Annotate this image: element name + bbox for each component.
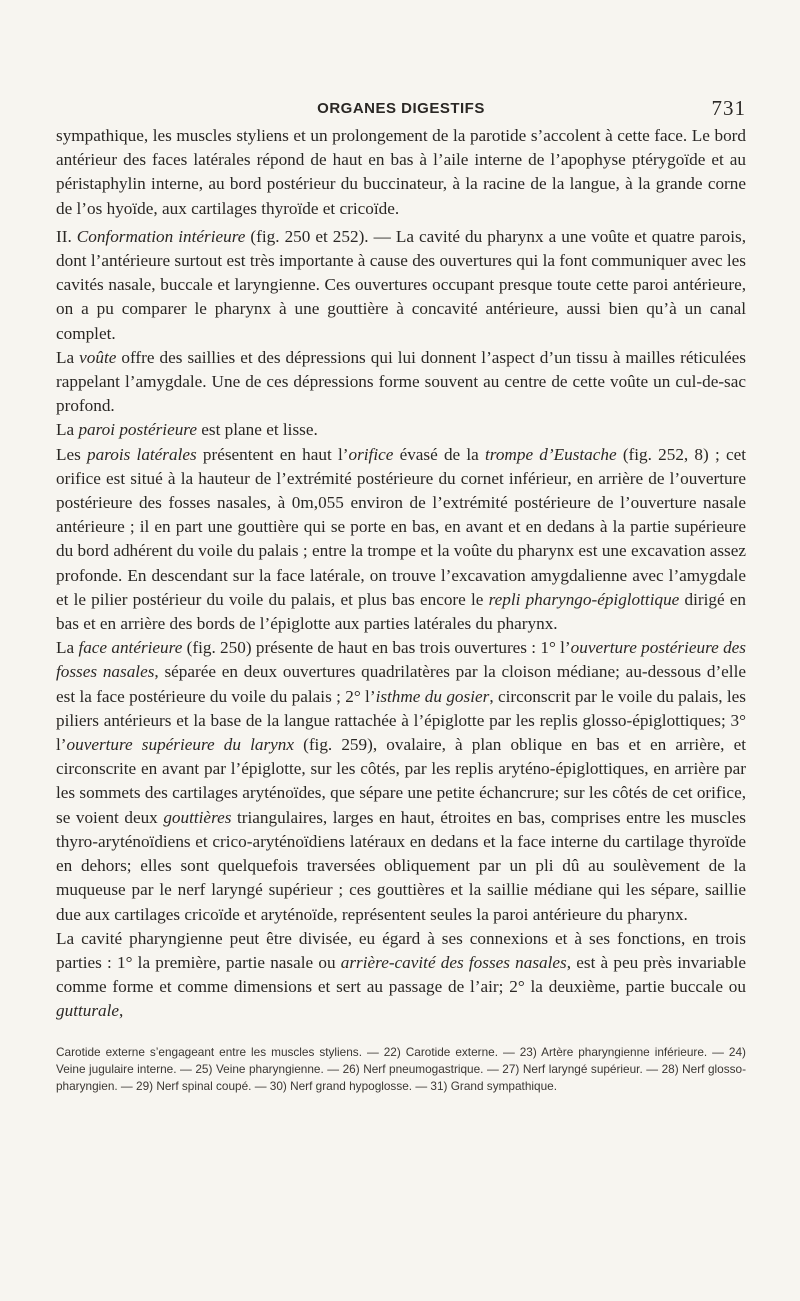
paragraph: [56, 443, 746, 637]
text-run: La: [56, 420, 79, 440]
text-run: II.: [56, 226, 77, 246]
text-run: est plane et lisse.: [197, 420, 318, 440]
paragraph: [56, 346, 746, 419]
italic-term: parois latérales: [87, 444, 197, 464]
text-run: La: [56, 347, 80, 367]
text-run: (fig. 252, 8) ; cet orifice est situé à la hauteur de l’extrémité postérieure du cornet inférieur, en arrière de l’ouverture postérieure des fosses nasales, à 0m,055 environ de l’extrémité postérieure de l’ouverture nasale antérieure ; il en part une gouttière qui se porte en bas, en avant et en dedans à la partie supérieure du bord adhérent du voile du palais ; entre la trompe et la voûte du pharynx est une excavation assez profonde. En descendant sur la face latérale, on trouve l’excavation amygdalienne avec l’amygdale et le pilier postérieur du voile du palais, et plus bas encore le: [56, 444, 746, 609]
italic-term: gouttières: [163, 807, 232, 827]
italic-term: orifice: [348, 444, 394, 464]
paragraph: [56, 418, 746, 442]
running-title: ORGANES DIGESTIFS: [317, 100, 485, 117]
italic-term: arrière-cavité des fosses nasales: [340, 952, 567, 972]
text-run: , circonscrit par le voile du palais, les piliers antérieurs et la base de la langue rattachée à l’épiglotte par les replis glosso-épiglottiques; 3° l’: [56, 686, 746, 755]
page-header: [56, 96, 746, 122]
text-run: Les: [56, 444, 88, 464]
paragraph: [56, 124, 746, 221]
italic-term: repli pharyngo-épiglottique: [488, 589, 680, 609]
page-number: 731: [711, 96, 746, 120]
italic-term: gutturale: [56, 1001, 120, 1021]
body-text: [56, 124, 746, 1024]
italic-term: face antérieure: [78, 638, 183, 658]
italic-term: trompe d’Eustache: [485, 444, 617, 464]
paragraph: [56, 225, 746, 346]
italic-term: isthme du gosier: [375, 686, 490, 706]
text-run: , est à peu près invariable comme forme et comme dimensions et sert au passage de l’air; 2° la deuxième, partie buccale ou: [56, 952, 746, 997]
paragraph: [56, 636, 746, 926]
italic-term: paroi postérieure: [78, 420, 197, 440]
italic-term: ouverture supérieure du larynx: [66, 735, 294, 755]
text-run: triangulaires, larges en haut, étroites en bas, comprises entre les muscles thyro-aryténoïdiens et crico-aryténoïdiens latéraux en dedans et la face interne du cartilage thyroïde en dehors; elles sont quelquefois traversées obliquement par un pli dû au soulèvement de la muqueuse par le nerf laryngé supérieur ; ces gouttières et la saillie médiane qui les sépare, saillie due aux cartilages cricoïde et aryténoïde, représentent seules la paroi antérieure du pharynx.: [56, 807, 746, 924]
paragraph: [56, 927, 746, 1024]
text-run: , séparée en deux ouvertures quadrilatères par la cloison médiane; au-dessous d’elle est la face postérieure du voile du palais ; 2° l’: [56, 662, 746, 706]
text-run: La cavité pharyngienne peut être divisée, eu égard à ses connexions et à ses fonctions, en trois parties : 1° la première, partie nasale ou: [56, 928, 746, 972]
text-run: La: [56, 638, 79, 658]
text-run: sympathique, les muscles styliens et un prolongement de la parotide s’accolent à cette face. Le bord antérieur des faces latérales répond de haut en bas à l’aile interne de l’apophyse ptérygoïde et au péristaphylin interne, au bord postérieur du buccinateur, à la racine de la langue, à la grande corne de l’os hyoïde, aux cartilages thyroïde et cricoïde.: [56, 126, 746, 218]
text-run: évasé de la: [393, 444, 486, 464]
text-run: offre des saillies et des dépressions qui lui donnent l’aspect d’un tissu à mailles réticulées rappelant l’amygdale. Une de ces dépressions forme souvent au centre de cette voûte un cul-de-sac profond.: [56, 347, 746, 416]
italic-term: ouverture postérieure des fosses nasales: [56, 638, 746, 682]
text-run: dirigé en bas et en arrière des bords de l’épiglotte aux parties latérales du pharynx.: [56, 589, 746, 634]
text-run: présentent en haut l’: [196, 444, 349, 464]
book-page: [56, 96, 746, 1095]
figure-legend-footnote: Carotide externe s’engageant entre les muscles styliens. — 22) Carotide externe. — 23) Artère pharyngienne inférieure. — 24) Veine jugulaire interne. — 25) Veine pharyngienne. — 26) Nerf pneumogastrique. — 27) Nerf laryngé supérieur. — 28) Nerf glosso-pharyngien. — 29) Nerf spinal coupé. — 30) Nerf grand hypoglosse. — 31) Grand sympathique.: [56, 1044, 746, 1093]
italic-term: voûte: [79, 347, 117, 367]
italic-term: Conformation intérieure: [76, 226, 246, 246]
text-run: (fig. 259), ovalaire, à plan oblique en bas et en arrière, et circonscrite en avant par l’épiglotte, sur les côtés, par les replis aryténo-épiglottiques, en arrière par les sommets des cartilages aryténoïdes, que sépare une petite échancrure; sur les côtés de cet orifice, se voient deux: [56, 735, 746, 827]
text-run: ,: [119, 1001, 124, 1021]
text-run: (fig. 250) présente de haut en bas trois ouvertures : 1° l’: [182, 638, 571, 658]
text-run: (fig. 250 et 252). — La cavité du pharynx a une voûte et quatre parois, dont l’antérieure surtout est très importante à cause des ouvertures qui la font communiquer avec les cavités nasale, buccale et laryngienne. Ces ouvertures occupant presque toute cette paroi antérieure, on a pu comparer le pharynx à une gouttière à concavité antérieure, aussi bien qu’à un canal complet.: [56, 226, 747, 343]
